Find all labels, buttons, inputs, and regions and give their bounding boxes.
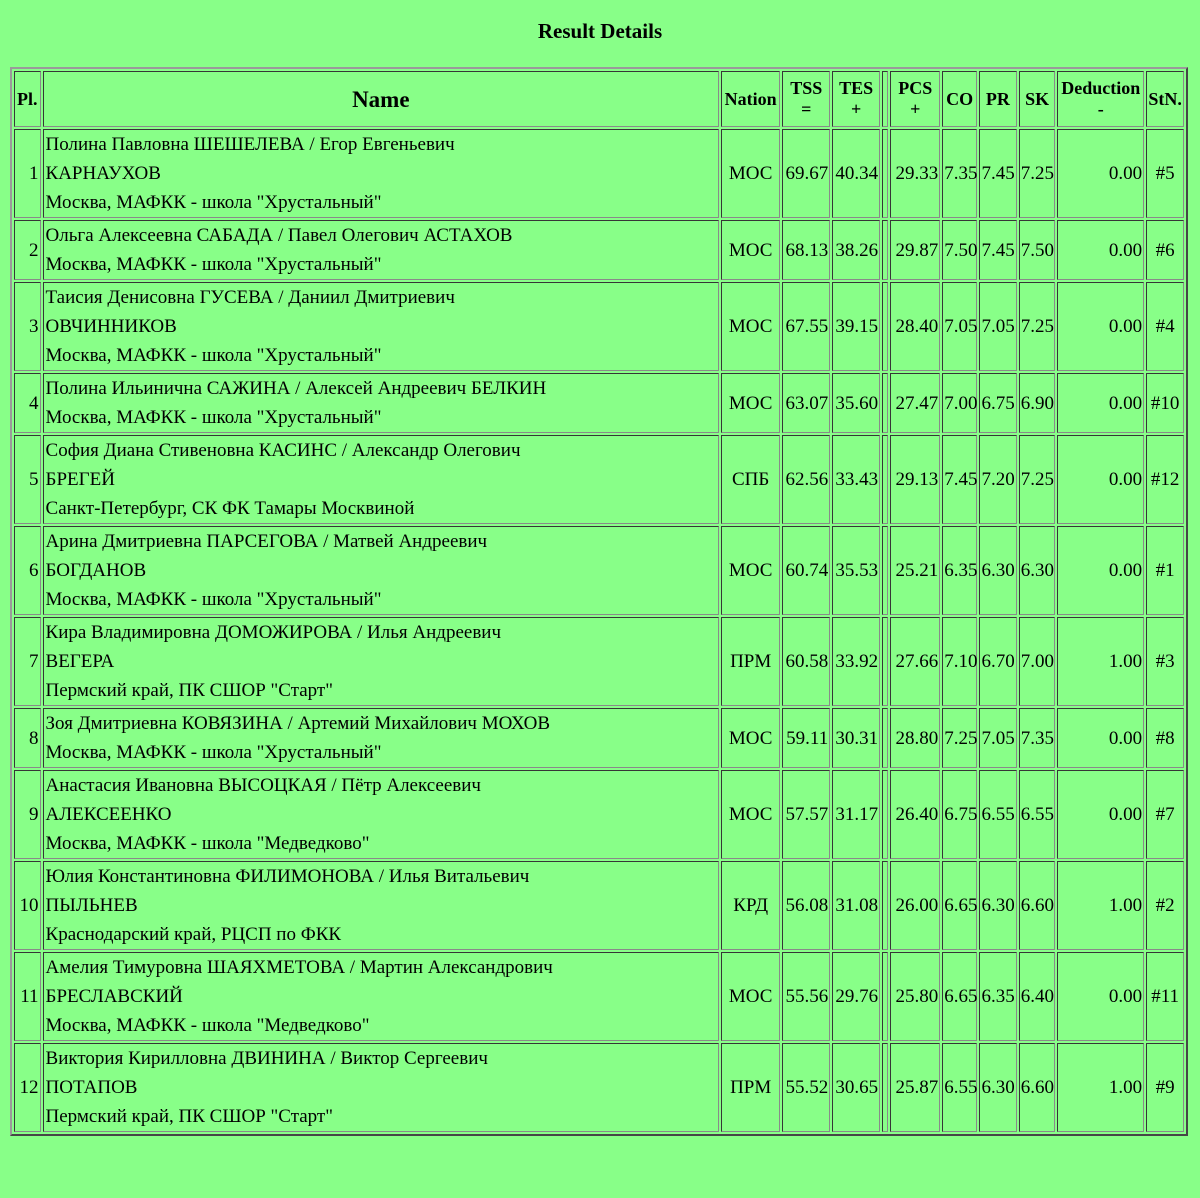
cell-co: 7.05 bbox=[942, 282, 977, 371]
table-row bbox=[14, 435, 1184, 524]
cell-name bbox=[43, 282, 720, 371]
cell-place: 9 bbox=[14, 770, 41, 859]
table-row bbox=[14, 861, 1184, 950]
skater-names-line: Юлия Константиновна ФИЛИМОНОВА / Илья Витальевич bbox=[45, 866, 530, 887]
cell-spacer bbox=[882, 220, 888, 280]
cell-tss: 62.56 bbox=[782, 435, 830, 524]
cell-sk: 7.25 bbox=[1019, 129, 1056, 218]
cell-place: 12 bbox=[14, 1043, 41, 1132]
cell-sk: 7.25 bbox=[1019, 435, 1056, 524]
cell-name bbox=[43, 708, 720, 768]
cell-stn: #11 bbox=[1146, 952, 1184, 1041]
table-row bbox=[14, 708, 1184, 768]
table-row bbox=[14, 373, 1184, 433]
cell-spacer bbox=[882, 861, 888, 950]
cell-tss: 59.11 bbox=[782, 708, 830, 768]
cell-pcs: 29.87 bbox=[890, 220, 940, 280]
cell-co: 7.50 bbox=[942, 220, 977, 280]
cell-nation: ПРМ bbox=[721, 1043, 780, 1132]
cell-sk: 7.50 bbox=[1019, 220, 1056, 280]
cell-spacer bbox=[882, 617, 888, 706]
cell-pcs: 25.87 bbox=[890, 1043, 940, 1132]
cell-stn: #2 bbox=[1146, 861, 1184, 950]
club-line: Пермский край, ПК СШОР "Старт" bbox=[45, 680, 333, 701]
cell-deduction: 0.00 bbox=[1057, 220, 1144, 280]
skater-names-line: ПЫЛЬНЕВ bbox=[45, 895, 138, 916]
header-row bbox=[14, 71, 1184, 127]
cell-pcs: 28.80 bbox=[890, 708, 940, 768]
results-table bbox=[10, 67, 1188, 1136]
cell-tss: 60.58 bbox=[782, 617, 830, 706]
cell-nation: СПБ bbox=[721, 435, 780, 524]
table-row bbox=[14, 1043, 1184, 1132]
cell-tes: 31.17 bbox=[832, 770, 880, 859]
cell-stn: #5 bbox=[1146, 129, 1184, 218]
cell-spacer bbox=[882, 770, 888, 859]
cell-pr: 7.05 bbox=[979, 282, 1017, 371]
cell-deduction: 0.00 bbox=[1057, 435, 1144, 524]
cell-tss: 55.52 bbox=[782, 1043, 830, 1132]
cell-place: 8 bbox=[14, 708, 41, 768]
club-line: Москва, МАФКК - школа "Медведково" bbox=[45, 833, 370, 854]
cell-stn: #7 bbox=[1146, 770, 1184, 859]
cell-pcs: 26.00 bbox=[890, 861, 940, 950]
cell-pr: 6.30 bbox=[979, 526, 1017, 615]
cell-nation: МОС bbox=[721, 708, 780, 768]
skater-names-line: БРЕСЛАВСКИЙ bbox=[45, 986, 183, 1007]
skater-names-line: София Диана Стивеновна КАСИНС / Александр Олегович bbox=[45, 440, 521, 461]
cell-spacer bbox=[882, 435, 888, 524]
cell-pr: 7.45 bbox=[979, 220, 1017, 280]
cell-tss: 68.13 bbox=[782, 220, 830, 280]
header-tss: TSS = bbox=[782, 71, 830, 127]
cell-co: 6.65 bbox=[942, 861, 977, 950]
skater-names-line: ВЕГЕРА bbox=[45, 651, 115, 672]
cell-pcs: 29.13 bbox=[890, 435, 940, 524]
skater-names-line: БРЕГЕЙ bbox=[45, 469, 115, 490]
skater-names-line: Зоя Дмитриевна КОВЯЗИНА / Артемий Михайлович МОХОВ bbox=[45, 713, 551, 734]
cell-name bbox=[43, 373, 720, 433]
cell-spacer bbox=[882, 282, 888, 371]
cell-spacer bbox=[882, 129, 888, 218]
cell-tes: 39.15 bbox=[832, 282, 880, 371]
cell-deduction: 0.00 bbox=[1057, 129, 1144, 218]
cell-pcs: 27.66 bbox=[890, 617, 940, 706]
cell-tes: 38.26 bbox=[832, 220, 880, 280]
table-row bbox=[14, 282, 1184, 371]
club-line: Москва, МАФКК - школа "Хрустальный" bbox=[45, 345, 382, 366]
cell-name bbox=[43, 435, 720, 524]
cell-tes: 33.43 bbox=[832, 435, 880, 524]
cell-tes: 30.31 bbox=[832, 708, 880, 768]
cell-nation: ПРМ bbox=[721, 617, 780, 706]
club-line: Москва, МАФКК - школа "Хрустальный" bbox=[45, 589, 382, 610]
cell-co: 7.45 bbox=[942, 435, 977, 524]
cell-sk: 6.60 bbox=[1019, 861, 1056, 950]
club-line: Москва, МАФКК - школа "Хрустальный" bbox=[45, 254, 382, 275]
cell-nation: МОС bbox=[721, 220, 780, 280]
cell-name bbox=[43, 220, 720, 280]
cell-sk: 7.00 bbox=[1019, 617, 1056, 706]
cell-spacer bbox=[882, 708, 888, 768]
cell-spacer bbox=[882, 373, 888, 433]
cell-pcs: 25.21 bbox=[890, 526, 940, 615]
cell-place: 10 bbox=[14, 861, 41, 950]
table-row bbox=[14, 220, 1184, 280]
skater-names-line: ОВЧИННИКОВ bbox=[45, 316, 177, 337]
cell-pr: 7.20 bbox=[979, 435, 1017, 524]
table-row bbox=[14, 952, 1184, 1041]
cell-deduction: 1.00 bbox=[1057, 861, 1144, 950]
cell-co: 6.35 bbox=[942, 526, 977, 615]
cell-deduction: 0.00 bbox=[1057, 770, 1144, 859]
cell-pcs: 28.40 bbox=[890, 282, 940, 371]
club-line: Пермский край, ПК СШОР "Старт" bbox=[45, 1106, 333, 1127]
cell-deduction: 0.00 bbox=[1057, 526, 1144, 615]
cell-stn: #9 bbox=[1146, 1043, 1184, 1132]
header-name: Name bbox=[43, 71, 720, 127]
club-line: Москва, МАФКК - школа "Хрустальный" bbox=[45, 407, 382, 428]
cell-stn: #4 bbox=[1146, 282, 1184, 371]
header-deduction: Deduction - bbox=[1057, 71, 1144, 127]
cell-pr: 6.55 bbox=[979, 770, 1017, 859]
cell-stn: #12 bbox=[1146, 435, 1184, 524]
cell-tss: 57.57 bbox=[782, 770, 830, 859]
cell-co: 7.10 bbox=[942, 617, 977, 706]
cell-pr: 6.30 bbox=[979, 1043, 1017, 1132]
cell-nation: МОС bbox=[721, 526, 780, 615]
cell-deduction: 0.00 bbox=[1057, 373, 1144, 433]
cell-deduction: 0.00 bbox=[1057, 282, 1144, 371]
cell-pr: 6.35 bbox=[979, 952, 1017, 1041]
header-sk: SK bbox=[1019, 71, 1056, 127]
cell-pcs: 29.33 bbox=[890, 129, 940, 218]
cell-tes: 29.76 bbox=[832, 952, 880, 1041]
club-line: Москва, МАФКК - школа "Хрустальный" bbox=[45, 192, 382, 213]
cell-sk: 7.25 bbox=[1019, 282, 1056, 371]
cell-sk: 6.40 bbox=[1019, 952, 1056, 1041]
cell-name bbox=[43, 952, 720, 1041]
cell-nation: КРД bbox=[721, 861, 780, 950]
skater-names-line: БОГДАНОВ bbox=[45, 560, 147, 581]
club-line: Санкт-Петербург, СК ФК Тамары Москвиной bbox=[45, 498, 415, 519]
cell-tss: 69.67 bbox=[782, 129, 830, 218]
cell-co: 6.75 bbox=[942, 770, 977, 859]
cell-place: 11 bbox=[14, 952, 41, 1041]
skater-names-line: ПОТАПОВ bbox=[45, 1077, 138, 1098]
club-line: Москва, МАФКК - школа "Хрустальный" bbox=[45, 742, 382, 763]
header-nation: Nation bbox=[721, 71, 780, 127]
cell-tes: 30.65 bbox=[832, 1043, 880, 1132]
cell-sk: 7.35 bbox=[1019, 708, 1056, 768]
cell-spacer bbox=[882, 952, 888, 1041]
table-row bbox=[14, 770, 1184, 859]
skater-names-line: Амелия Тимуровна ШАЯХМЕТОВА / Мартин Александрович bbox=[45, 957, 553, 978]
page-title: Result Details bbox=[537, 19, 663, 43]
cell-tss: 56.08 bbox=[782, 861, 830, 950]
cell-tes: 40.34 bbox=[832, 129, 880, 218]
table-row bbox=[14, 617, 1184, 706]
cell-stn: #3 bbox=[1146, 617, 1184, 706]
cell-name bbox=[43, 861, 720, 950]
cell-tes: 35.60 bbox=[832, 373, 880, 433]
cell-pr: 7.05 bbox=[979, 708, 1017, 768]
cell-nation: МОС bbox=[721, 282, 780, 371]
cell-spacer bbox=[882, 526, 888, 615]
cell-name bbox=[43, 129, 720, 218]
cell-name bbox=[43, 526, 720, 615]
cell-name bbox=[43, 770, 720, 859]
header-pr: PR bbox=[979, 71, 1017, 127]
cell-tss: 55.56 bbox=[782, 952, 830, 1041]
cell-pr: 6.70 bbox=[979, 617, 1017, 706]
cell-stn: #10 bbox=[1146, 373, 1184, 433]
cell-deduction: 1.00 bbox=[1057, 1043, 1144, 1132]
table-row bbox=[14, 129, 1184, 218]
cell-spacer bbox=[882, 1043, 888, 1132]
cell-pcs: 26.40 bbox=[890, 770, 940, 859]
header-pcs: PCS + bbox=[890, 71, 940, 127]
cell-pr: 6.30 bbox=[979, 861, 1017, 950]
cell-tss: 60.74 bbox=[782, 526, 830, 615]
cell-sk: 6.30 bbox=[1019, 526, 1056, 615]
cell-co: 6.55 bbox=[942, 1043, 977, 1132]
cell-nation: МОС bbox=[721, 952, 780, 1041]
skater-names-line: АЛЕКСЕЕНКО bbox=[45, 804, 172, 825]
cell-sk: 6.90 bbox=[1019, 373, 1056, 433]
cell-stn: #8 bbox=[1146, 708, 1184, 768]
cell-co: 7.25 bbox=[942, 708, 977, 768]
skater-names-line: КАРНАУХОВ bbox=[45, 163, 161, 184]
cell-sk: 6.60 bbox=[1019, 1043, 1056, 1132]
skater-names-line: Арина Дмитриевна ПАРСЕГОВА / Матвей Андреевич bbox=[45, 531, 488, 552]
skater-names-line: Полина Ильинична САЖИНА / Алексей Андреевич БЕЛКИН bbox=[45, 378, 547, 399]
cell-tes: 35.53 bbox=[832, 526, 880, 615]
cell-deduction: 1.00 bbox=[1057, 617, 1144, 706]
cell-stn: #1 bbox=[1146, 526, 1184, 615]
cell-place: 6 bbox=[14, 526, 41, 615]
cell-name bbox=[43, 1043, 720, 1132]
cell-pcs: 27.47 bbox=[890, 373, 940, 433]
cell-deduction: 0.00 bbox=[1057, 952, 1144, 1041]
cell-nation: МОС bbox=[721, 770, 780, 859]
cell-place: 2 bbox=[14, 220, 41, 280]
header-spacer bbox=[882, 71, 888, 127]
cell-co: 7.35 bbox=[942, 129, 977, 218]
skater-names-line: Виктория Кирилловна ДВИНИНА / Виктор Сергеевич bbox=[45, 1048, 488, 1069]
cell-place: 3 bbox=[14, 282, 41, 371]
cell-name bbox=[43, 617, 720, 706]
cell-co: 6.65 bbox=[942, 952, 977, 1041]
cell-tss: 67.55 bbox=[782, 282, 830, 371]
cell-nation: МОС bbox=[721, 373, 780, 433]
header-stn: StN. bbox=[1146, 71, 1184, 127]
header-tes: TES + bbox=[832, 71, 880, 127]
skater-names-line: Полина Павловна ШЕШЕЛЕВА / Егор Евгеньевич bbox=[45, 134, 455, 155]
cell-tes: 33.92 bbox=[832, 617, 880, 706]
table-row bbox=[14, 526, 1184, 615]
cell-co: 7.00 bbox=[942, 373, 977, 433]
cell-deduction: 0.00 bbox=[1057, 708, 1144, 768]
cell-place: 5 bbox=[14, 435, 41, 524]
cell-pcs: 25.80 bbox=[890, 952, 940, 1041]
header-co: CO bbox=[942, 71, 977, 127]
cell-tss: 63.07 bbox=[782, 373, 830, 433]
cell-sk: 6.55 bbox=[1019, 770, 1056, 859]
cell-pr: 6.75 bbox=[979, 373, 1017, 433]
club-line: Краснодарский край, РЦСП по ФКК bbox=[45, 924, 342, 945]
cell-tes: 31.08 bbox=[832, 861, 880, 950]
cell-place: 1 bbox=[14, 129, 41, 218]
cell-place: 4 bbox=[14, 373, 41, 433]
skater-names-line: Кира Владимировна ДОМОЖИРОВА / Илья Андреевич bbox=[45, 622, 502, 643]
skater-names-line: Анастасия Ивановна ВЫСОЦКАЯ / Пётр Алексеевич bbox=[45, 775, 481, 796]
cell-nation: МОС bbox=[721, 129, 780, 218]
skater-names-line: Таисия Денисовна ГУСЕВА / Даниил Дмитриевич bbox=[45, 287, 455, 308]
cell-stn: #6 bbox=[1146, 220, 1184, 280]
skater-names-line: Ольга Алексеевна САБАДА / Павел Олегович АСТАХОВ bbox=[45, 225, 513, 246]
header-pl: Pl. bbox=[14, 71, 41, 127]
cell-pr: 7.45 bbox=[979, 129, 1017, 218]
club-line: Москва, МАФКК - школа "Медведково" bbox=[45, 1015, 370, 1036]
cell-place: 7 bbox=[14, 617, 41, 706]
